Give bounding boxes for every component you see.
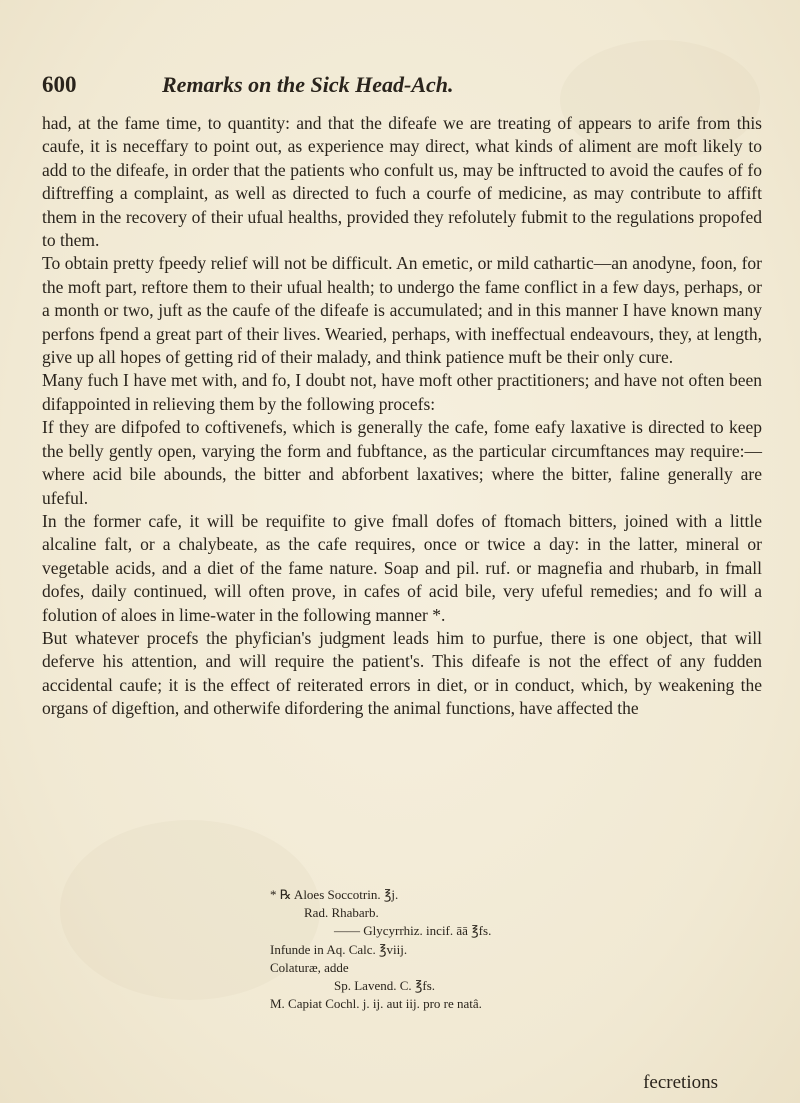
catchword: fecretions — [643, 1072, 718, 1093]
paragraph: In the former cafe, it will be requifite to give fmall dofes of ftomach bitters, joined with a little alcaline falt, or a chalybeate, as the cafe requires, once or twice a day: in the latter, mineral or vegetable acids, and a diet of the fame nature. Soap and pil. ruf. or magnefia and rhubarb, in fmall dofes, daily continued, will often prove, in cafes of acid bile, very ufeful remedies; and fo will a folution of aloes in lime-water in the following manner *. — [42, 510, 762, 625]
footnote-line: Infunde in Aq. Calc. ℥viij. — [270, 941, 408, 957]
paragraph: Many fuch I have met with, and fo, I doubt not, have moft other practitioners; and have not often been difappointed in relieving them by the following procefs: — [42, 370, 762, 414]
page-number: 600 — [42, 72, 77, 97]
page-header — [42, 72, 758, 102]
paragraph: If they are difpofed to coftivenefs, which is generally the cafe, fome eafy laxative is directed to keep the belly gently open, varying the form and fubftance, as the particular circumftances may require:—where acid bile abounds, the bitter and abforbent laxatives; where the bitter, faline generally are ufeful. — [42, 417, 762, 508]
paragraph: had, at the fame time, to quantity: and that the difeafe we are treating of appears to arife from this caufe, it is neceffary to point out, as experience may direct, what kinds of aliment are moft likely to add to the difeafe, in order that the patients who confult us, may be inftructed to avoid the caufes of fo diftreffing a complaint, as well as directed to fuch a courfe of medicine, as may contribute to affift them in the recovery of their ufual healths, provided they refolutely fubmit to the regulations propofed to them. — [42, 113, 762, 251]
footnote-line: Sp. Lavend. C. ℥fs. — [334, 978, 436, 994]
paragraph: To obtain pretty fpeedy relief will not be difficult. An emetic, or mild cathartic—an anodyne, foon, for the moft part, reftore them to their ufual health; to undergo the fame conflict in a few days, perhaps, or a month or two, juft as the caufe of the difeafe is accumulated; and in this manner I have known many perfons fpend a great part of their lives. Wearied, perhaps, with ineffectual endeavours, they, at length, give up all hopes of getting rid of their malady, and think patience muft be their only cure. — [42, 253, 762, 368]
footnote-recipe — [270, 886, 690, 1013]
footnote-line: —— Glycyrrhiz. incif. āā ℥fs. — [334, 923, 492, 939]
footnote-line: M. Capiat Cochl. j. ij. aut iij. pro re natâ. — [270, 996, 482, 1012]
footnote-line: * ℞ Aloes Soccotrin. ℥j. — [270, 887, 399, 902]
paragraph: But whatever procefs the phyfician's judgment leads him to purfue, there is one object, that will deferve his attention, and will require the patient's. This difeafe is not the effect of any fudden accidental caufe; it is the effect of reiterated errors in diet, or in conduct, which, by weakening the organs of digeftion, and otherwife difordering the animal functions, have affected the — [42, 627, 762, 719]
footnote-line: Rad. Rhabarb. — [304, 905, 379, 921]
body-text — [42, 112, 762, 721]
running-head: Remarks on the Sick Head-Ach. — [162, 72, 454, 97]
footnote-line: Colaturæ, adde — [270, 959, 349, 975]
